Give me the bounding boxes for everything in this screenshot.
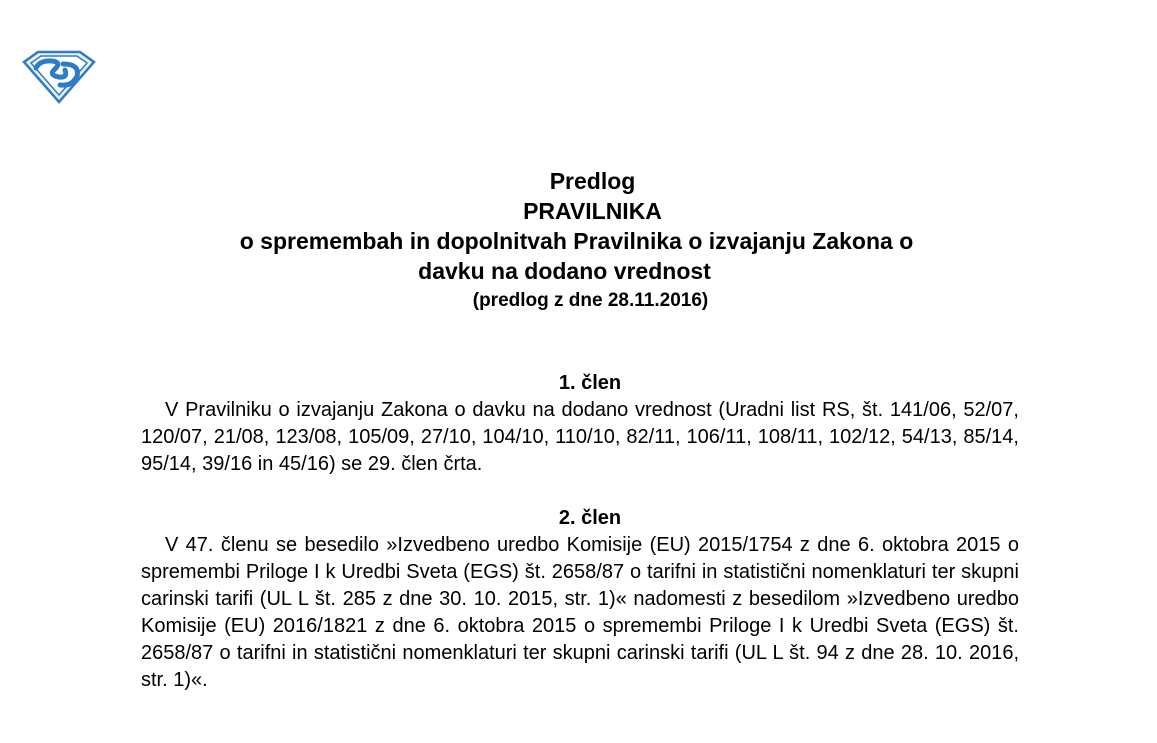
article-body: V 47. členu se besedilo »Izvedbeno uredbo Komisije (EU) 2015/1754 z dne 6. oktobra 2015 o spremembi Priloge I k Uredbi Sveta (EGS) št. 2658/87 o tarifni in statistični nomenklaturi ter skupni carinski tarifi (UL L št. 285 z dne 30. 10. 2015, str. 1)« nadomesti z besedilom »Izvedbeno uredbo Komisije (EU) 2016/1821 z dne 6. oktobra 2015 o spremembi Priloge I k Uredbi Sveta (EGS) št. 2658/87 o tarifni in statistični nomenklaturi ter skupni carinski tarifi (UL L št. 94 z dne 28. 10. 2016, str. 1)«.	[141, 534, 1019, 691]
article-heading: 1. člen	[558, 372, 622, 394]
article-1	[141, 370, 1019, 478]
title-date-note: (predlog z dne 28.11.2016)	[472, 290, 709, 311]
title-pravilnika: PRAVILNIKA	[523, 198, 662, 224]
article-heading: 2. člen	[558, 507, 622, 529]
sd-logo-icon	[22, 48, 96, 104]
title-subject-line-1: o spremembah in dopolnitvah Pravilnika o izvajanju Zakona o	[239, 228, 914, 254]
article-body: V Pravilniku o izvajanju Zakona o davku na dodano vrednost (Uradni list RS, št. 141/06, 52/07, 120/07, 21/08, 123/08, 105/09, 27/10, 104/10, 110/10, 82/11, 106/11, 108/11, 102/12, 54/13, 85/14, 95/14, 39/16 in 45/16) se 29. člen črta.	[141, 399, 1019, 475]
title-predlog: Predlog	[549, 168, 636, 194]
document-title	[0, 166, 1157, 314]
title-subject-line-2: davku na dodano vrednost	[418, 258, 711, 284]
article-2	[141, 505, 1019, 694]
